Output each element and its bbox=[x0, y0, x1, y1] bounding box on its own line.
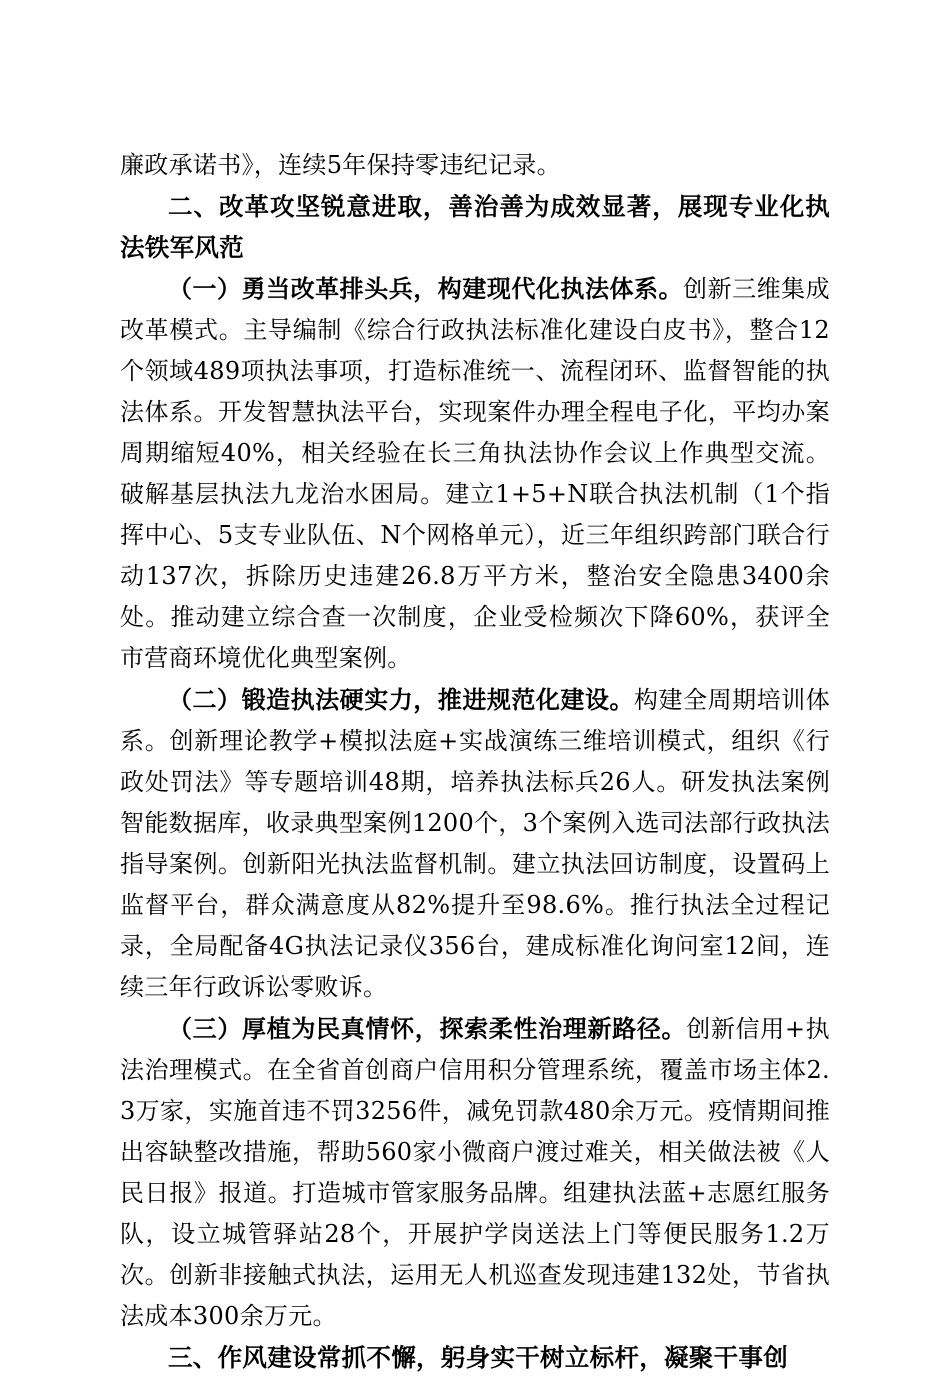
subsection-1-body: 创新三维集成改革模式。主导编制《综合行政执法标准化建设白皮书》，整合12个领域489项执法事项，打造标准统一、流程闭环、监督智能的执法体系。开发智慧执法平台，实现案件办理全程电子化，平均办案周期缩短40%，相关经验在长三角执法协作会议上作典型交流。破解基层执法九龙治水困局。建立1+5+N联合执法机制（1个指挥中心、5支专业队伍、N个网格单元），近三年组织跨部门联合行动137次，拆除历史违建26.8万平方米，整治安全隐患3400余处。推动建立综合查一次制度，企业受检频次下降60%，获评全市营商环境优化典型案例。 bbox=[120, 275, 830, 672]
subsection-3-body: 创新信用+执法治理模式。在全省首创商户信用积分管理系统，覆盖市场主体2.3万家，实施首违不罚3256件，减免罚款480余万元。疫情期间推出容缺整改措施，帮助560家小微商户渡过难关，相关做法被《人民日报》报道。打造城市管家服务品牌。组建执法蓝+志愿红服务队，设立城管驿站28个，开展护学岗送法上门等便民服务1.2万次。创新非接触式执法，运用无人机巡查发现违建132处，节省执法成本300余万元。 bbox=[120, 1015, 830, 1330]
subsection-2-title: （二）锻造执法硬实力，推进规范化建设。 bbox=[168, 685, 635, 714]
subsection-2-body: 构建全周期培训体系。创新理论教学+模拟法庭+实战演练三维培训模式，组织《行政处罚法》等专题培训48期，培养执法标兵26人。研发执法案例智能数据库，收录典型案例1200个，3个案例入选司法部行政执法指导案例。创新阳光执法监督机制。建立执法回访制度，设置码上监督平台，群众满意度从82%提升至98.6%。推行执法全过程记录，全局配备4G执法记录仪356台，建成标准化询问室12间，连续三年行政诉讼零败诉。 bbox=[120, 686, 831, 1001]
subsection-1 bbox=[120, 268, 830, 679]
section-heading-2: 二、改革攻坚锐意进取，善治善为成效显著，展现专业化执法铁军风范 bbox=[120, 192, 830, 262]
subsection-2 bbox=[120, 679, 830, 1008]
section-heading-3: 三、作风建设常抓不懈，躬身实干树立标杆，凝聚干事创 bbox=[168, 1343, 788, 1372]
subsection-1-title: （一）勇当改革排头兵，构建现代化执法体系。 bbox=[168, 274, 684, 303]
subsection-3 bbox=[120, 1008, 830, 1337]
paragraph-continuation: 廉政承诺书》，连续5年保持零违纪记录。 bbox=[120, 151, 561, 179]
subsection-3-title: （三）厚植为民真情怀，探索柔性治理新路径。 bbox=[168, 1014, 687, 1043]
document-body bbox=[120, 145, 830, 1378]
